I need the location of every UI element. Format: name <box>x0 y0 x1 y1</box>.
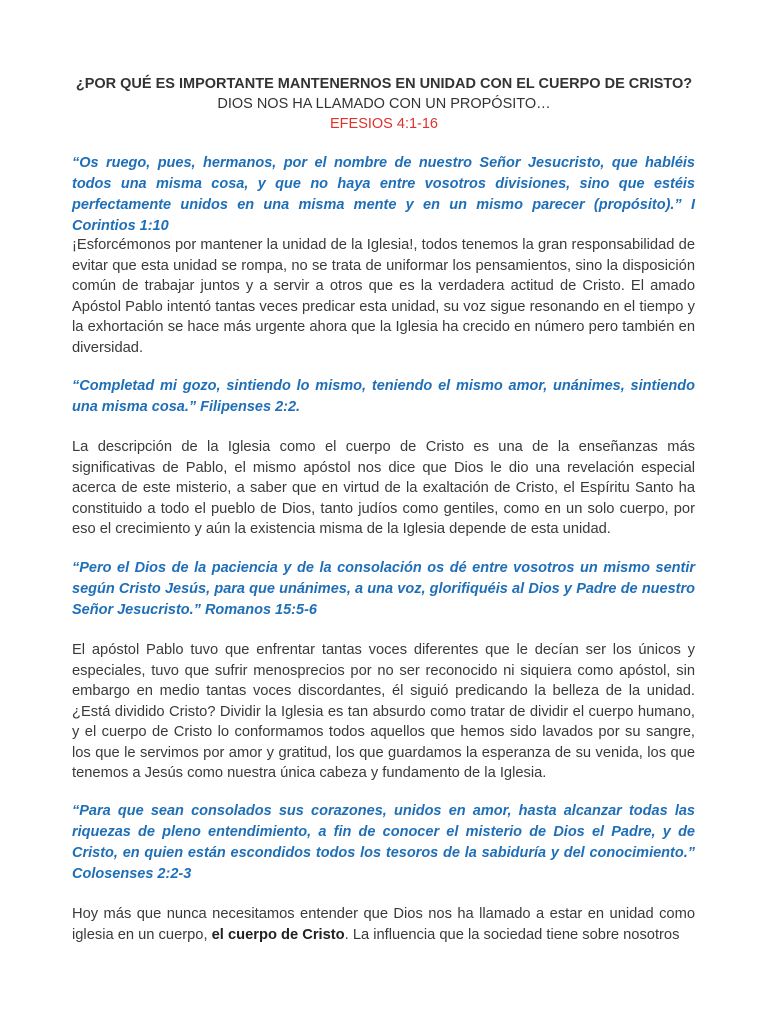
paragraph-4-text-end: . La influencia que la sociedad tiene sobre nosotros <box>344 926 680 943</box>
page-subtitle: DIOS NOS HA LLAMADO CON UN PROPÓSITO… <box>217 96 551 112</box>
paragraph-4 <box>72 904 695 945</box>
paragraph-4-bold-phrase: el cuerpo de Cristo <box>211 926 345 943</box>
verse-quote-3: “Pero el Dios de la paciencia y de la consolación os dé entre vosotros un mismo sentir según Cristo Jesús, para que unánimes, a una voz, glorifiquéis al Dios y Padre de nuestro Señor Jesucristo.” Romanos 15:5-6 <box>72 560 695 618</box>
verse-quote-4: “Para que sean consolados sus corazones, unidos en amor, hasta alcanzar todas las riquezas de pleno entendimiento, a fin de conocer el misterio de Dios el Padre, y de Cristo, en quien están escondidos todos los tesoros de la sabiduría y del conocimiento.” Colosenses 2:2-3 <box>72 803 695 882</box>
scripture-reference: EFESIOS 4:1-16 <box>330 116 438 132</box>
verse-quote-2: “Completad mi gozo, sintiendo lo mismo, teniendo el mismo amor, unánimes, sintiendo una misma cosa.” Filipenses 2:2. <box>72 378 695 415</box>
document-header <box>0 0 768 134</box>
paragraph-2: La descripción de la Iglesia como el cuerpo de Cristo es una de la enseñanzas más significativas de Pablo, el mismo apóstol nos dice que Dios le dio una revelación especial acerca de este misterio, a saber que en virtud de la exaltación de Cristo, el Espíritu Santo ha constituido a todo el pueblo de Dios, tanto judíos como gentiles, como en un solo cuerpo, por eso el crecimiento y aún la existencia misma de la Iglesia depende de esta unidad. <box>72 439 695 537</box>
page-title: ¿POR QUÉ ES IMPORTANTE MANTENERNOS EN UNIDAD CON EL CUERPO DE CRISTO? <box>75 76 693 92</box>
paragraph-4-text-start: Hoy más que nunca necesitamos entender que Dios nos ha llamado a estar en unidad como iglesia en un cuerpo, <box>72 906 695 943</box>
paragraph-3: El apóstol Pablo tuvo que enfrentar tantas voces diferentes que le decían ser los únicos y especiales, tuvo que sufrir menosprecios por no ser reconocido ni siquiera como apóstol, sin embargo en medio tantas voces discordantes, él siguió predicando la belleza de la unidad. ¿Está dividido Cristo? Dividir la Iglesia es tan absurdo como tratar de dividir el cuerpo humano, y el cuerpo de Cristo lo conformamos todos aquellos que hemos sido lavados por su sangre, los que le servimos por amor y gratitud, los que guardamos la esperanza de su venida, los que tenemos a Jesús como nuestra única cabeza y fundamento de la Iglesia. <box>72 642 695 781</box>
paragraph-1: ¡Esforcémonos por mantener la unidad de la Iglesia!, todos tenemos la gran responsabilidad de evitar que esta unidad se rompa, no se trata de uniformar los pensamientos, sino la disposición común de trabajar juntos y a servir a otros que es la verdadera actitud de Cristo. El amado Apóstol Pablo intentó tantas veces predicar esta unidad, su voz sigue resonando en el tiempo y la exhortación se hace más urgente ahora que la Iglesia ha crecido en número pero también en diversidad. <box>72 237 695 356</box>
verse-quote-1: “Os ruego, pues, hermanos, por el nombre de nuestro Señor Jesucristo, que habléis todos una misma cosa, y que no haya entre vosotros divisiones, sino que estéis perfectamente unidos en una misma mente y en un mismo parecer (propósito).” I Corintios 1:10 <box>72 155 695 234</box>
